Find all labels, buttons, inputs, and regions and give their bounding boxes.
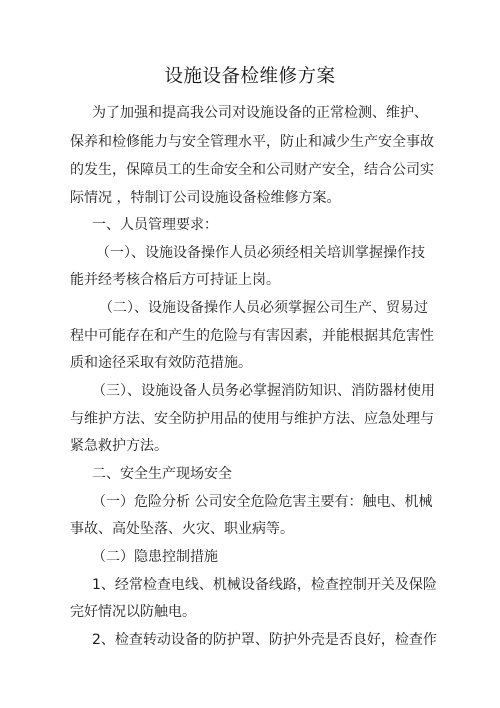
paragraph-line: 际情况 ，特制订公司设施设备检维修方案。 — [70, 190, 341, 206]
paragraph-line: 保养和检修能力与安全管理水平，防止和减少生产安全事故 — [70, 134, 434, 150]
paragraph-line: 完好情况以防触电。 — [70, 604, 196, 620]
paragraph-line: 的发生，保障员工的生命安全和公司财产安全，结合公司实 — [70, 162, 434, 178]
paragraph-line: （一）、设施设备操作人员必须经相关培训掌握操作技 — [96, 245, 425, 261]
paragraph-line: （三）、设施设备人员务必掌握消防知识、消防器材使用 — [92, 383, 435, 399]
paragraph-line: 2、检查转动设备的防护罩、防护外壳是否良好，检查作 — [92, 632, 437, 648]
paragraph-line: （一）危险分析 公司安全危险危害主要有：触电、机械 — [92, 494, 433, 510]
paragraph-line: 程中可能存在和产生的危险与有害因素，并能根据其危害性 — [70, 328, 434, 344]
paragraph-line: 为了加强和提高我公司对设施设备的正常检测、维护、 — [92, 105, 428, 121]
section-heading: 一、人员管理要求： — [92, 217, 218, 233]
paragraph-line: （二）、设施设备操作人员必须掌握公司生产、贸易过 — [99, 300, 428, 316]
paragraph-line: 1、经常检查电线、机械设备线路，检查控制开关及保险 — [92, 577, 437, 593]
paragraph-line: 紧急救护方法。 — [70, 438, 168, 454]
paragraph-line: 质和途径采取有效防范措施。 — [70, 355, 252, 371]
paragraph-line: 能并经考核合格后方可持证上岗。 — [70, 272, 280, 288]
subsection-heading: （二）隐患控制措施 — [92, 549, 218, 565]
paragraph-line: 与维护方法、安全防护用品的使用与维护方法、应急处理与 — [70, 411, 434, 427]
section-heading: 二、安全生产现场安全 — [92, 466, 232, 482]
paragraph-line: 事故、高处坠落、火灾、职业病等。 — [70, 521, 294, 537]
document-title: 设施设备检维修方案 — [164, 66, 336, 87]
